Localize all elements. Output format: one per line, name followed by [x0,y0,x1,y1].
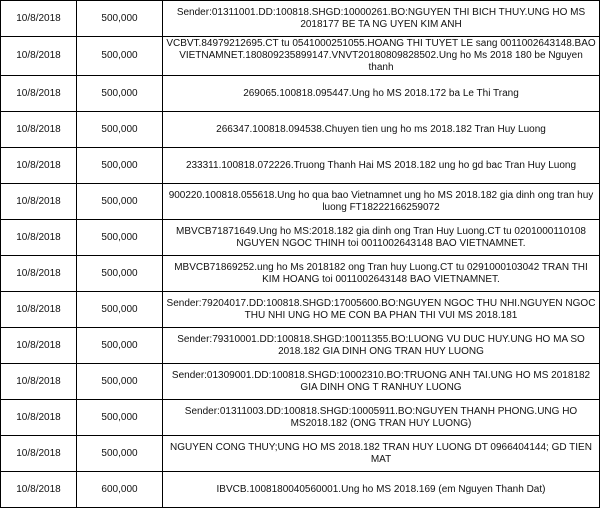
amount-cell: 500,000 [77,37,163,76]
date-cell: 10/8/2018 [1,220,77,256]
date-cell: 10/8/2018 [1,76,77,112]
description-cell: 900220.100818.055618.Ung ho qua bao Vietnamnet ung ho MS 2018.182 gia dinh ong tran huy luong FT18222166259072 [163,184,600,220]
amount-cell: 500,000 [77,184,163,220]
description-cell: 233311.100818.072226.Truong Thanh Hai MS 2018.182 ung ho gd bac Tran Huy Luong [163,148,600,184]
date-cell: 10/8/2018 [1,400,77,436]
date-cell: 10/8/2018 [1,256,77,292]
description-cell: Sender:79204017.DD:100818.SHGD:17005600.BO:NGUYEN NGOC THU NHI.NGUYEN NGOC THU NHI UNG HO ME CON BA PHAN THI VUI MS 2018.181 [163,292,600,328]
table-row [1,436,600,472]
amount-cell: 500,000 [77,364,163,400]
amount-cell: 500,000 [77,148,163,184]
table-row [1,472,600,508]
amount-cell: 500,000 [77,76,163,112]
description-cell: Sender:01311001.DD:100818.SHGD:10000261.BO:NGUYEN THI BICH THUY.UNG HO MS 2018177 BE TA NG UYEN KIM ANH [163,1,600,37]
description-cell: VCBVT.84979212695.CT tu 0541000251055.HOANG THI TUYET LE sang 0011002643148.BAO VIETNAMNET.180809235899147.VNVT20180809828502.Ung ho Ms 2018 180 be Nguyen thanh [163,37,600,76]
date-cell: 10/8/2018 [1,328,77,364]
date-cell: 10/8/2018 [1,436,77,472]
table-row [1,1,600,37]
description-cell: 266347.100818.094538.Chuyen tien ung ho ms 2018.182 Tran Huy Luong [163,112,600,148]
description-cell: NGUYEN CONG THUY;UNG HO MS 2018.182 TRAN HUY LUONG DT 0966404144; GD TIEN MAT [163,436,600,472]
description-cell: Sender:01309001.DD:100818.SHGD:10002310.BO:TRUONG ANH TAI.UNG HO MS 2018182 GIA DINH ONG T RANHUY LUONG [163,364,600,400]
amount-cell: 500,000 [77,220,163,256]
table-row [1,76,600,112]
date-cell: 10/8/2018 [1,37,77,76]
table-row [1,112,600,148]
amount-cell: 500,000 [77,112,163,148]
description-cell: Sender:79310001.DD:100818.SHGD:10011355.BO:LUONG VU DUC HUY.UNG HO MA SO 2018.182 GIA DINH ONG TRAN HUY LUONG [163,328,600,364]
table-row [1,364,600,400]
amount-cell: 500,000 [77,292,163,328]
amount-cell: 500,000 [77,328,163,364]
table-row [1,292,600,328]
date-cell: 10/8/2018 [1,184,77,220]
table-row [1,328,600,364]
amount-cell: 500,000 [77,436,163,472]
description-cell: Sender:01311003.DD:100818.SHGD:10005911.BO:NGUYEN THANH PHONG.UNG HO MS2018.182 (ONG TRAN HUY LUONG) [163,400,600,436]
date-cell: 10/8/2018 [1,472,77,508]
date-cell: 10/8/2018 [1,148,77,184]
amount-cell: 500,000 [77,400,163,436]
table-row [1,400,600,436]
amount-cell: 600,000 [77,472,163,508]
amount-cell: 500,000 [77,256,163,292]
table-row [1,148,600,184]
date-cell: 10/8/2018 [1,364,77,400]
date-cell: 10/8/2018 [1,112,77,148]
table-row [1,256,600,292]
table-row [1,184,600,220]
date-cell: 10/8/2018 [1,292,77,328]
description-cell: MBVCB71869252.ung ho Ms 2018182 ong Tran huy Luong.CT tu 0291000103042 TRAN THI KIM HOANG toi 0011002643148 BAO VIETNAMNET. [163,256,600,292]
date-cell: 10/8/2018 [1,1,77,37]
table-row [1,37,600,76]
description-cell: MBVCB71871649.Ung ho MS:2018.182 gia dinh ong Tran Huy Luong.CT tu 0201000110108 NGUYEN NGOC THINH toi 0011002643148 BAO VIETNAMNET. [163,220,600,256]
table-body [1,1,600,508]
description-cell: IBVCB.1008180040560001.Ung ho MS 2018.169 (em Nguyen Thanh Dat) [163,472,600,508]
amount-cell: 500,000 [77,1,163,37]
description-cell: 269065.100818.095447.Ung ho MS 2018.172 ba Le Thi Trang [163,76,600,112]
table-row [1,220,600,256]
